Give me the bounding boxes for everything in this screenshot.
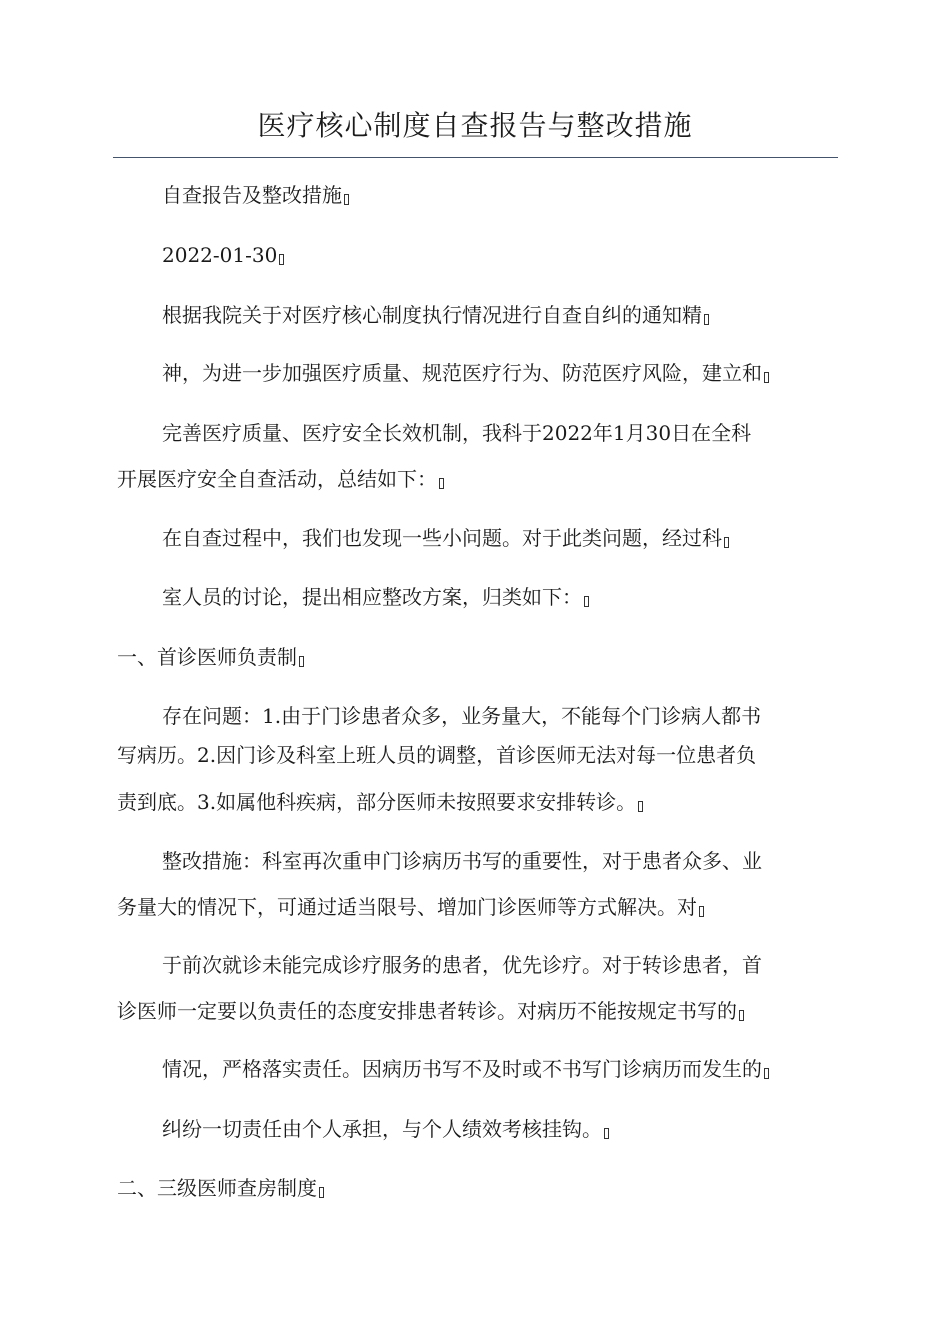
paragraph-mark-icon: [299, 656, 304, 667]
paragraph: 开展医疗安全自查活动，总结如下：: [117, 460, 837, 499]
paragraph-mark-icon: [739, 1010, 744, 1021]
paragraph-mark-icon: [764, 372, 769, 383]
paragraph-mark-icon: [319, 1187, 324, 1198]
paragraph: 情况，严格落实责任。因病历书写不及时或不书写门诊病历而发生的: [117, 1050, 882, 1089]
paragraph: 诊医师一定要以负责任的态度安排患者转诊。对病历不能按规定书写的: [117, 992, 837, 1031]
paragraph: 责到底。3.如属他科疾病，部分医师未按照要求安排转诊。: [117, 783, 837, 822]
paragraph-mark-icon: [584, 596, 589, 607]
paragraph-mark-icon: [724, 537, 729, 548]
paragraph: 完善医疗质量、医疗安全长效机制，我科于2022年1月30日在全科: [162, 421, 752, 445]
title-underline: [113, 157, 838, 158]
paragraph: 根据我院关于对医疗核心制度执行情况进行自查自纠的通知精: [117, 296, 882, 335]
paragraph: 纠纷一切责任由个人承担，与个人绩效考核挂钩。: [117, 1110, 882, 1149]
document-title: 医疗核心制度自查报告与整改措施: [257, 109, 693, 142]
paragraph-mark-icon: [279, 254, 284, 265]
paragraph: 在自查过程中，我们也发现一些小问题。对于此类问题，经过科: [117, 519, 882, 558]
paragraph: 室人员的讨论，提出相应整改方案，归类如下：: [117, 578, 882, 617]
paragraph-mark-icon: [604, 1128, 609, 1139]
paragraph-mark-icon: [704, 314, 709, 325]
paragraph: 于前次就诊未能完成诊疗服务的患者，优先诊疗。对于转诊患者，首: [162, 953, 762, 977]
paragraph-date: 2022-01-30: [117, 236, 882, 275]
paragraph-mark-icon: [344, 194, 349, 205]
section-heading: 一、首诊医师负责制: [117, 638, 837, 677]
section-heading: 二、三级医师查房制度: [117, 1169, 837, 1208]
paragraph-mark-icon: [764, 1068, 769, 1079]
paragraph: 自查报告及整改措施: [117, 176, 882, 215]
paragraph: 存在问题：1.由于门诊患者众多，业务量大，不能每个门诊病人都书: [162, 704, 762, 728]
paragraph: 务量大的情况下，可通过适当限号、增加门诊医师等方式解决。对: [117, 888, 837, 927]
paragraph-mark-icon: [439, 478, 444, 489]
paragraph-mark-icon: [638, 801, 643, 812]
paragraph: 整改措施：科室再次重申门诊病历书写的重要性，对于患者众多、业: [162, 849, 762, 873]
paragraph: 写病历。2.因门诊及科室上班人员的调整，首诊医师无法对每一位患者负: [117, 743, 757, 767]
paragraph: 神，为进一步加强医疗质量、规范医疗行为、防范医疗风险，建立和: [117, 354, 882, 393]
paragraph-mark-icon: [699, 906, 704, 917]
